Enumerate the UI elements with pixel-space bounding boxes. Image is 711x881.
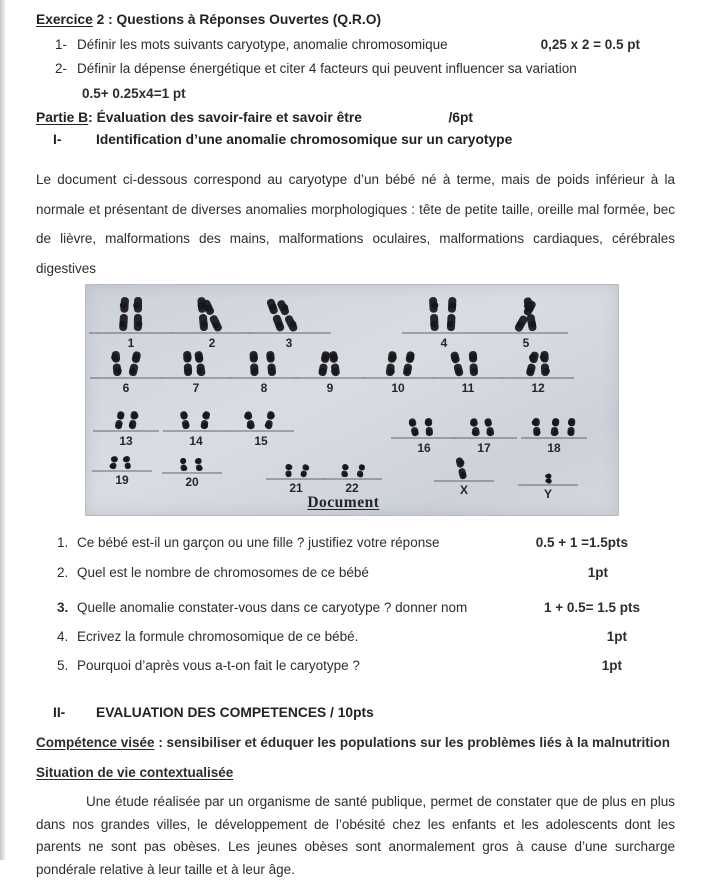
question-points: 1pt (601, 658, 622, 673)
svg-text:9: 9 (326, 381, 334, 395)
question-row (36, 533, 675, 553)
competence-text: : sensibiliser et éduquer les populations sur les problèmes liés à la malnutrition (154, 735, 670, 750)
svg-text:7: 7 (192, 381, 200, 395)
svg-text:6: 6 (122, 381, 130, 395)
competence-line (36, 733, 675, 753)
exercise-label: Exercice (36, 12, 93, 27)
question-number: 1. (57, 535, 69, 550)
svg-text:18: 18 (547, 441, 561, 455)
question-row (36, 563, 675, 583)
partie-b-label: Partie B (36, 110, 89, 125)
situation-heading: Situation de vie contextualisée (36, 765, 234, 780)
svg-text:20: 20 (185, 475, 199, 489)
svg-text:4: 4 (440, 336, 448, 350)
svg-text:8: 8 (260, 381, 268, 395)
qro-item-1 (36, 35, 675, 55)
section-title: Identification d’une anomalie chromosomique sur un caryotype (96, 132, 513, 147)
question-row (36, 598, 675, 618)
item-number: 2- (55, 61, 68, 76)
svg-text:Y: Y (543, 487, 553, 501)
svg-text:21: 21 (289, 481, 303, 495)
section-number: I- (53, 132, 62, 147)
partie-b-points: /6pt (448, 110, 473, 125)
figure-caption: Document (307, 494, 380, 511)
question-number: 5. (57, 658, 69, 673)
svg-text:X: X (459, 483, 469, 497)
question-number: 2. (57, 565, 69, 580)
questions-list (36, 533, 675, 676)
question-text: Pourquoi d’après vous a-t-on fait le caryotype ? (77, 658, 360, 673)
svg-text:5: 5 (522, 336, 530, 350)
section-1-heading (36, 130, 675, 150)
svg-text:11: 11 (461, 381, 475, 395)
question-number: 4. (57, 629, 69, 644)
question-text: Ecrivez la formule chromosomique de ce bébé. (77, 629, 359, 644)
question-points: 1 + 0.5= 1.5 pts (543, 600, 640, 615)
svg-text:3: 3 (285, 336, 293, 350)
situation-paragraph: Une étude réalisée par un organisme de santé publique, permet de constater que de plus en plus dans nos grandes villes, le développement de l’obésité chez les enfants et les adolescents dont les parents ne sont pas obèses. Les jeunes obèses sont anormalement gros à cause d’une surcharge pondérale relative à leur taille et à leur âge. (36, 794, 675, 877)
item-points: 0,25 x 2 = 0.5 pt (540, 37, 640, 52)
competence-label: Compétence visée (36, 735, 155, 750)
question-text: Quelle anomalie constater-vous dans ce caryotype ? donner nom (77, 600, 468, 615)
svg-text:22: 22 (345, 481, 359, 495)
exercise-heading (36, 10, 675, 30)
svg-text:10: 10 (391, 381, 405, 395)
svg-text:12: 12 (531, 381, 545, 395)
item-text: Définir la dépense énergétique et citer 4 facteurs qui peuvent influencer sa variation (77, 61, 577, 76)
svg-text:19: 19 (115, 473, 129, 487)
question-points: 1pt (606, 629, 627, 644)
svg-text:15: 15 (254, 434, 268, 448)
karyotype-figure (85, 284, 619, 516)
item-text: Définir les mots suivants caryotype, anomalie chromosomique (77, 37, 448, 52)
svg-text:2: 2 (208, 336, 216, 350)
question-number: 3. (57, 600, 69, 615)
exercise-title: 2 : Questions à Réponses Ouvertes (Q.R.O) (92, 12, 382, 27)
question-text: Quel est le nombre de chromosomes de ce bébé (77, 565, 369, 580)
intro-paragraph: Le document ci-dessous correspond au caryotype d’un bébé né à terme, mais de poids inférieur à la normale et présentant de diverses anomalies morphologiques : tête de petite taille, oreille mal formée, bec de lièvre, malformations des mains, malformations oculaires, malformations cardiaques, cérébrales digestives (36, 172, 675, 276)
section-2-heading (36, 703, 675, 723)
qro-item-2 (36, 59, 675, 79)
svg-text:1: 1 (127, 336, 135, 350)
partie-b-heading (36, 108, 675, 128)
question-row (36, 627, 675, 647)
svg-text:16: 16 (417, 441, 431, 455)
section-title: EVALUATION DES COMPETENCES / 10pts (96, 705, 374, 720)
question-points: 0.5 + 1 =1.5pts (535, 535, 628, 550)
section-number: II- (53, 705, 66, 720)
qro-item-2-points: 0.5+ 0.25x4=1 pt (82, 86, 186, 101)
partie-b-title: : Évaluation des savoir-faire et savoir être (88, 110, 362, 125)
question-row (36, 656, 675, 676)
question-points: 1pt (587, 565, 608, 580)
svg-text:13: 13 (119, 434, 133, 448)
question-text: Ce bébé est-il un garçon ou une fille ? justifiez votre réponse (77, 535, 440, 550)
karyotype-image (86, 285, 618, 515)
svg-text:17: 17 (477, 441, 491, 455)
item-number: 1- (55, 37, 68, 52)
svg-text:14: 14 (189, 434, 203, 448)
